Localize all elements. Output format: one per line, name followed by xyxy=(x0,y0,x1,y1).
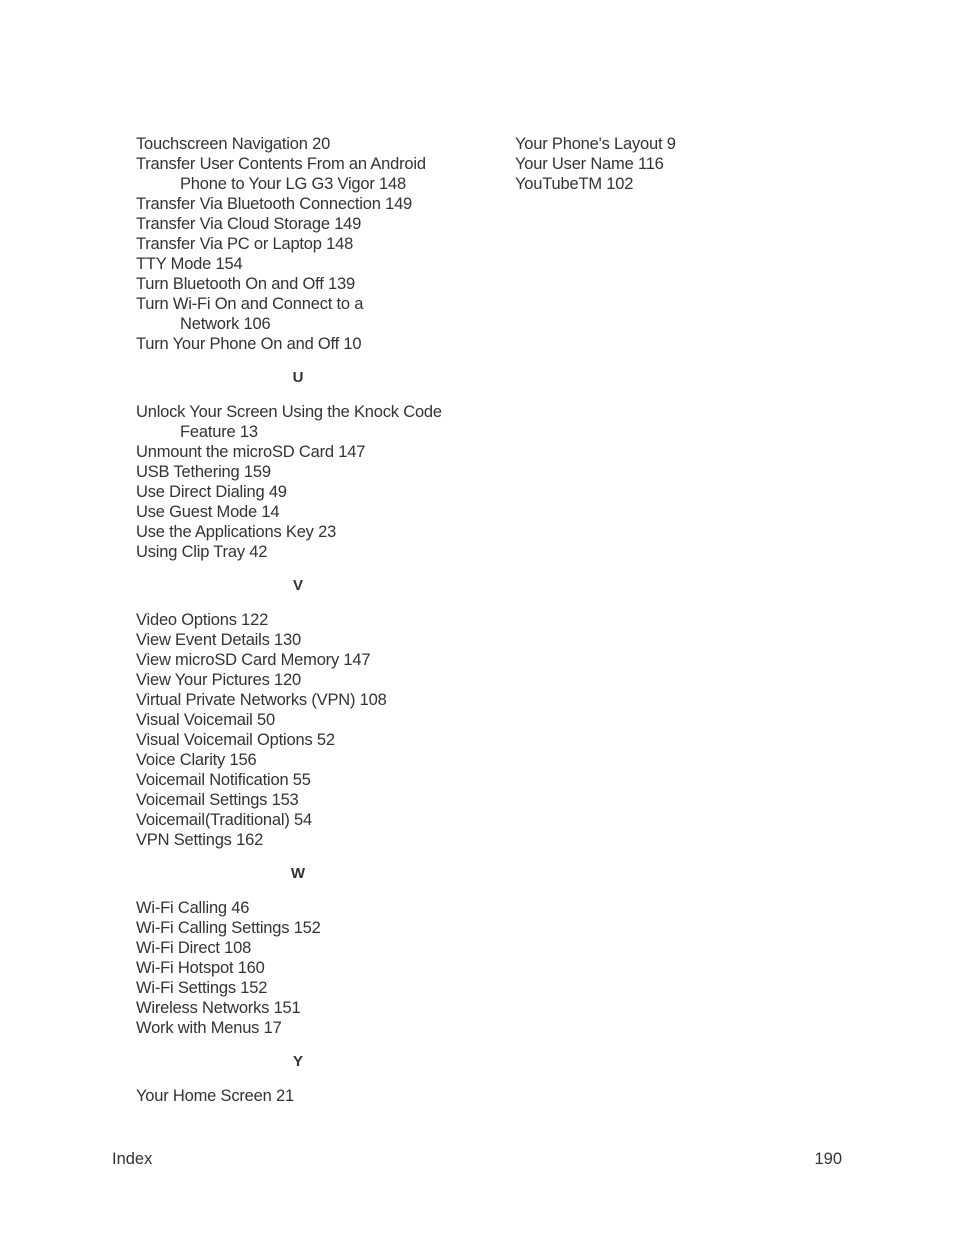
index-entry-text: Use Guest Mode 14 xyxy=(136,503,280,521)
footer-section-title: Index xyxy=(112,1150,153,1168)
index-entry-text: Transfer Via Bluetooth Connection 149 xyxy=(136,195,413,213)
index-entry-text: Transfer Via Cloud Storage 149 xyxy=(136,215,362,233)
index-entry-text: Unmount the microSD Card 147 xyxy=(136,443,366,461)
index-entry-text: Voicemail Notification 55 xyxy=(136,771,311,789)
index-entry-continuation: Feature 13 xyxy=(180,423,258,441)
index-entry xyxy=(136,1018,466,1038)
index-entry xyxy=(136,274,466,294)
index-entry xyxy=(136,790,466,810)
index-entry-text: Using Clip Tray 42 xyxy=(136,543,268,561)
index-entry-text: Work with Menus 17 xyxy=(136,1019,282,1037)
index-entry-text: Visual Voicemail 50 xyxy=(136,711,275,729)
index-entry xyxy=(515,134,845,154)
index-entry-text: Transfer User Contents From an Android xyxy=(136,155,426,173)
index-entry xyxy=(136,610,466,630)
index-entry-text: Visual Voicemail Options 52 xyxy=(136,731,335,749)
index-entry-text: Unlock Your Screen Using the Knock Code xyxy=(136,403,442,421)
index-entry xyxy=(136,522,466,542)
index-entry-text: Voicemail(Traditional) 54 xyxy=(136,811,312,829)
index-entry-text: Your Home Screen 21 xyxy=(136,1087,294,1105)
index-entry-text: Your Phone's Layout 9 xyxy=(515,135,676,153)
index-entry xyxy=(136,462,466,482)
index-entry xyxy=(136,482,466,502)
index-entry xyxy=(136,730,466,750)
index-entry xyxy=(136,442,466,462)
index-entry-text: Wi-Fi Calling 46 xyxy=(136,899,250,917)
index-entry xyxy=(136,690,466,710)
index-entry-text: Turn Your Phone On and Off 10 xyxy=(136,335,362,353)
index-left-column xyxy=(136,134,466,1106)
index-entry-text: View microSD Card Memory 147 xyxy=(136,651,371,669)
index-entry xyxy=(136,1086,466,1106)
index-entry-text: Transfer Via PC or Laptop 148 xyxy=(136,235,354,253)
index-entry xyxy=(136,650,466,670)
index-entry-text: VPN Settings 162 xyxy=(136,831,264,849)
index-entry xyxy=(136,770,466,790)
index-entry xyxy=(136,830,466,850)
index-entry-text: Wi-Fi Direct 108 xyxy=(136,939,252,957)
index-letter-heading: Y xyxy=(292,1053,303,1070)
index-letter-heading: W xyxy=(290,865,306,882)
footer-page-number: 190 xyxy=(814,1150,842,1168)
index-entry-text: View Event Details 130 xyxy=(136,631,301,649)
index-entry xyxy=(136,810,466,830)
index-entry-text: Wi-Fi Calling Settings 152 xyxy=(136,919,321,937)
index-entry xyxy=(136,898,466,918)
index-entry xyxy=(515,174,845,194)
index-entry-text: Use the Applications Key 23 xyxy=(136,523,337,541)
index-entry xyxy=(136,958,466,978)
index-entry-text: Turn Wi-Fi On and Connect to a xyxy=(136,295,364,313)
index-entry-text: Voice Clarity 156 xyxy=(136,751,257,769)
index-entry xyxy=(136,294,466,334)
index-entry xyxy=(136,214,466,234)
index-entry-text: Wi-Fi Settings 152 xyxy=(136,979,268,997)
index-entry xyxy=(136,710,466,730)
index-entry xyxy=(136,542,466,562)
index-entry xyxy=(136,630,466,650)
index-entry-text: Video Options 122 xyxy=(136,611,269,629)
index-entry-text: USB Tethering 159 xyxy=(136,463,271,481)
index-entry-text: Wireless Networks 151 xyxy=(136,999,301,1017)
index-entry xyxy=(136,670,466,690)
index-entry-text: TTY Mode 154 xyxy=(136,255,243,273)
index-entry-text: Wi-Fi Hotspot 160 xyxy=(136,959,265,977)
index-entry xyxy=(515,154,845,174)
index-entry xyxy=(136,918,466,938)
index-entry xyxy=(136,502,466,522)
index-entry xyxy=(136,998,466,1018)
index-letter-heading: U xyxy=(292,369,304,386)
index-entry-continuation: Phone to Your LG G3 Vigor 148 xyxy=(180,175,406,193)
index-entry xyxy=(136,938,466,958)
index-entry-text: Voicemail Settings 153 xyxy=(136,791,299,809)
index-entry xyxy=(136,402,466,442)
index-entry-text: Use Direct Dialing 49 xyxy=(136,483,287,501)
index-entry-continuation: Network 106 xyxy=(180,315,271,333)
index-letter-heading: V xyxy=(292,577,303,594)
index-entry-text: Touchscreen Navigation 20 xyxy=(136,135,331,153)
index-entry-text: Turn Bluetooth On and Off 139 xyxy=(136,275,355,293)
index-entry-text: YouTubeTM 102 xyxy=(515,175,634,193)
index-entry-text: View Your Pictures 120 xyxy=(136,671,301,689)
index-right-column xyxy=(515,134,845,194)
index-entry xyxy=(136,334,466,354)
index-entry xyxy=(136,194,466,214)
index-entry xyxy=(136,750,466,770)
index-entry xyxy=(136,154,466,194)
index-entry xyxy=(136,234,466,254)
index-entry-text: Virtual Private Networks (VPN) 108 xyxy=(136,691,387,709)
index-entry xyxy=(136,978,466,998)
index-entry-text: Your User Name 116 xyxy=(515,155,664,173)
index-entry xyxy=(136,254,466,274)
index-entry xyxy=(136,134,466,154)
